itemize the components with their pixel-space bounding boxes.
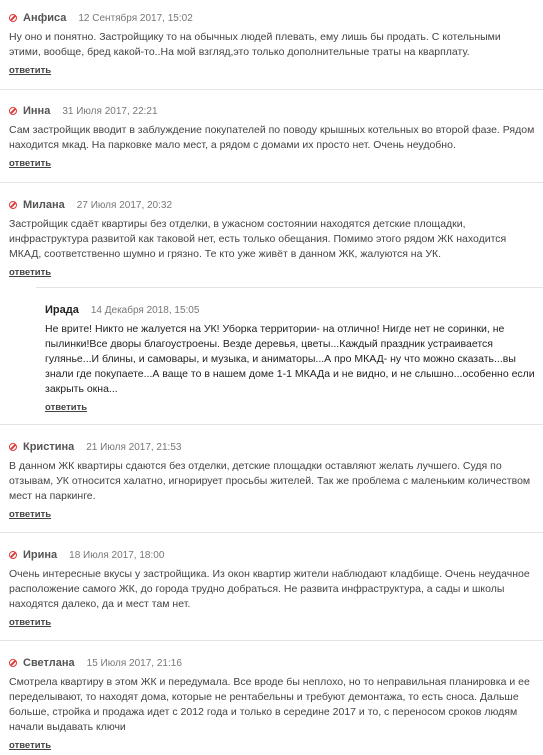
review-author: Кристина (23, 441, 75, 453)
review-text: Ну оно и понятно. Застройщику то на обычных людей плевать, ему лишь бы продать. С котельными этими, вообще, бред какой-то..На мой взгляд,это только дополнительные траты на кварплату. (9, 31, 501, 58)
reply-link[interactable]: ответить (45, 402, 88, 413)
review-date: 21 Июля 2017, 21:53 (86, 441, 182, 453)
review-header (9, 104, 535, 118)
reply-link[interactable]: ответить (9, 65, 52, 76)
review-header (9, 11, 535, 25)
reply-link[interactable]: ответить (9, 740, 52, 751)
review-date: 15 Июля 2017, 21:16 (86, 657, 182, 669)
review-author: Ирада (45, 304, 79, 316)
review-item (0, 640, 543, 753)
review-text: Смотрела квартиру в этом ЖК и передумала. Все вроде бы неплохо, но то неправильная планировка и ее переделывают, то находят дома, которые не рентабельны и требуют демонтажа, то есть сноса. Дальше больше, стройка и продажа идет с 2012 года и только в середине 2017 и то, с переносом сроков людям начали выдавать ключи (9, 676, 530, 733)
reply-link[interactable]: ответить (9, 617, 52, 628)
review-text: В данном ЖК квартиры сдаются без отделки, детские площадки оставляют желать лучшего. Судя по отзывам, УК относится халатно, игнорирует просьбы жителей. Так же проблема с маленьким количеством мест на паркинге. (9, 460, 531, 502)
review-date: 18 Июля 2017, 18:00 (69, 549, 165, 561)
review-author: Ирина (23, 549, 58, 561)
negative-review-icon (9, 107, 17, 115)
review-header (45, 303, 535, 317)
review-text: Застройщик сдаёт квартиры без отделки, в ужасном состоянии находятся детские площадки, инфраструктура развитой как таковой нет, есть только обещания. Помимо этого рядом ЖК находится МКАД, соответственно шумно и грязно. Те кто уже живёт в данном ЖК, жалуются на УК. (9, 218, 507, 260)
review-text: Очень интересные вкусы у застройщика. Из окон квартир жители наблюдают кладбище. Очень неудачное расположение самого ЖК, до города трудно добраться. Не развита инфраструктура, а сады и школы находятся далеко, да и мест там нет. (9, 568, 530, 610)
review-author: Светлана (23, 657, 75, 669)
review-header (9, 440, 535, 454)
review-item (0, 424, 543, 522)
negative-review-icon (9, 551, 17, 559)
review-text: Сам застройщик вводит в заблуждение покупателей по поводу крышных котельных во второй фазе. Рядом находится мкад. На парковке мало мест, а рядом с домами их просто нет. Очень неудобно. (9, 124, 535, 151)
negative-review-icon (9, 659, 17, 667)
review-item (0, 11, 543, 78)
review-date: 14 Декабря 2018, 15:05 (90, 304, 200, 316)
review-date: 12 Сентября 2017, 15:02 (78, 12, 193, 24)
review-item (0, 532, 543, 630)
negative-review-icon (9, 443, 17, 451)
review-item (0, 89, 543, 171)
reply-link[interactable]: ответить (9, 158, 52, 169)
negative-review-icon (9, 14, 17, 22)
review-author: Милана (23, 199, 65, 211)
review-header (9, 548, 535, 562)
review-text: Не врите! Никто не жалуется на УК! Уборка территории- на отлично! Нигде нет не соринки, не пылинки!Все дворы благоустроены. Везде деревья, цветы...Каждый праздник устраивается гулянье...И блины, и самовары, и музыка, и аниматоры...А про МКАД- ну что можно сказать...вы знали где покупаете...А ваще то в нашем доме 1-1 МКАДа и не видно, и не слышно...особенно если закрыть окна... (45, 323, 535, 395)
reply-link[interactable]: ответить (9, 509, 52, 520)
reply-item (36, 287, 543, 415)
reply-link[interactable]: ответить (9, 267, 52, 278)
negative-review-icon (9, 201, 17, 209)
review-date: 27 Июля 2017, 20:32 (76, 199, 173, 211)
review-date: 31 Июля 2017, 22:21 (62, 105, 158, 117)
review-header (9, 656, 535, 670)
review-author: Анфиса (23, 12, 67, 24)
review-author: Инна (23, 105, 51, 117)
review-item (0, 182, 543, 280)
review-header (9, 198, 535, 212)
